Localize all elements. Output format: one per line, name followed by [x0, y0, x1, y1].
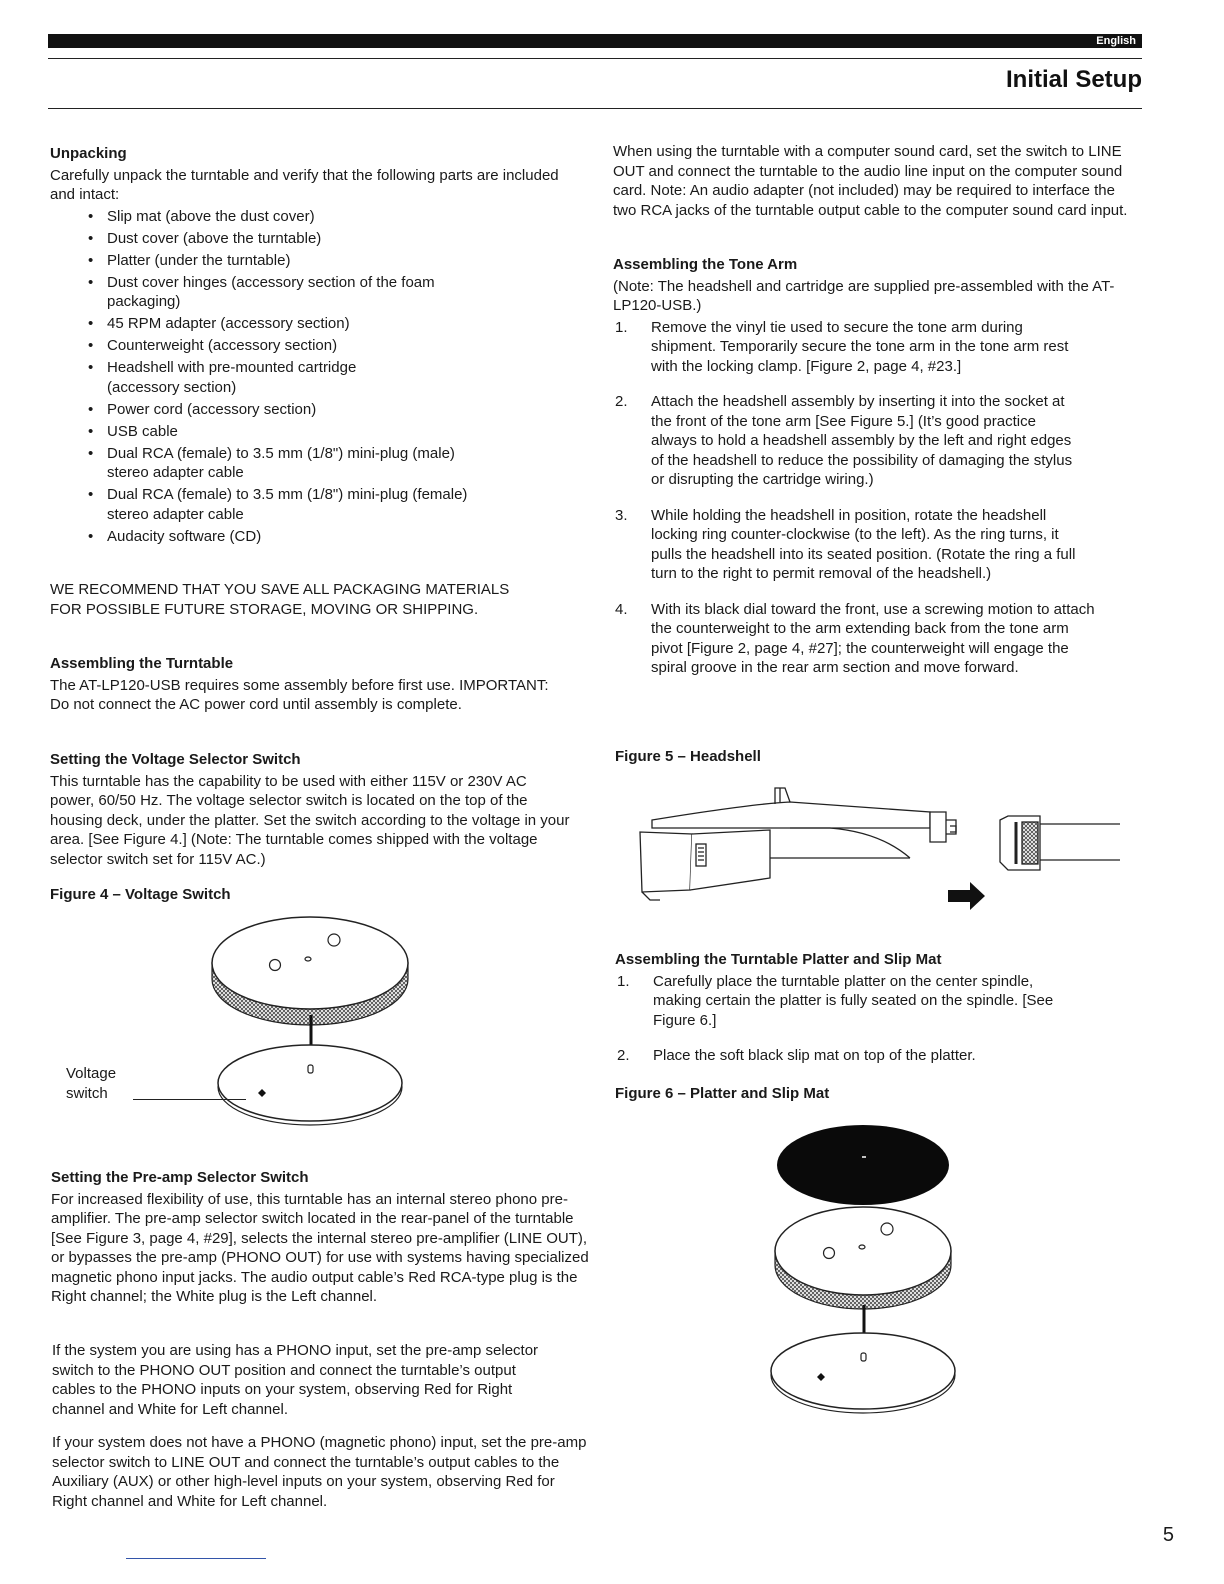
- figure-5-caption: Figure 5 – Headshell: [615, 748, 761, 765]
- tonearm-heading: Assembling the Tone Arm: [613, 256, 798, 273]
- cartridge-screw: [696, 844, 706, 866]
- assembling-section: [50, 654, 560, 715]
- callout-line: [133, 1099, 246, 1100]
- list-item: [613, 506, 1081, 584]
- unpacking-heading: Unpacking: [50, 145, 127, 162]
- callout-label-2: switch: [66, 1085, 108, 1102]
- list-item: [615, 972, 1083, 1031]
- step-number: 1.: [617, 972, 630, 990]
- list-item: • USB cable: [86, 422, 507, 442]
- preamp-section: [51, 1168, 596, 1307]
- language-label: English: [1096, 35, 1136, 47]
- step-number: 2.: [615, 393, 628, 410]
- list-item: • Platter (under the turntable): [86, 251, 507, 271]
- figure-4-voltage-switch: [200, 915, 420, 1130]
- list-item: • Dual RCA (female) to 3.5 mm (1/8") mini-plug (male) stereo adapter cable: [86, 444, 497, 483]
- figure-6-caption: Figure 6 – Platter and Slip Mat: [615, 1085, 830, 1102]
- preamp-p3: If your system does not have a PHONO (magnetic phono) input, set the pre-amp selector switch to LINE OUT and connect the turntable’s output cables to the Auxiliary (AUX) or other high-level inputs on your system, observing Red for Right channel and White for Left channel.: [52, 1434, 587, 1510]
- tonearm-steps: [613, 318, 1141, 678]
- packaging-notice: WE RECOMMEND THAT YOU SAVE ALL PACKAGING MATERIALS FOR POSSIBLE FUTURE STORAGE, MOVING OR SHIPPING.: [50, 581, 510, 618]
- page-number: 5: [1162, 1524, 1174, 1546]
- tonearm-section: [613, 255, 1141, 694]
- voltage-text: This turntable has the capability to be used with either 115V or 230V AC power, 60/50 Hz. The voltage selector switch is located on the top of the housing deck, under the platter. Set the switch according to the voltage in your area. [See Figure 4.] (Note: The turntable comes shipped with the voltage selector switch set for 115V AC.): [50, 772, 570, 868]
- list-item: • Power cord (accessory section): [86, 400, 507, 420]
- step-text: While holding the headshell in position, rotate the headshell locking ring counter-clockwise (to the left). As the ring turns, it pulls the headshell into its seated position. (Rotate the ring a full turn to the right to permit removal of the headshell.): [651, 506, 1076, 582]
- list-item: • Slip mat (above the dust cover): [86, 207, 507, 227]
- list-item: • Headshell with pre-mounted cartridge (accessory section): [86, 358, 407, 397]
- list-item: • Audacity software (CD): [86, 527, 507, 547]
- stylus: [642, 892, 660, 900]
- step-text: Carefully place the turntable platter on the center spindle, making certain the platter is fully seated on the spindle. [See Figure 6.]: [653, 972, 1054, 1029]
- preamp-p1: For increased flexibility of use, this turntable has an internal stereo phono pre-amplifier. The pre-amp selector switch located in the rear-panel of the turntable [See Figure 3, page 4, #29], selects the internal stereo pre-amplifier (LINE OUT), or bypasses the pre-amp (PHONO OUT) for use with systems having specialized magnetic phono input jacks. The audio output cable’s Red RCA-type plug is the Right channel; the White plug is the Left channel.: [51, 1190, 589, 1305]
- voltage-section: [50, 750, 575, 869]
- deck: [218, 1045, 402, 1121]
- voltage-heading: Setting the Voltage Selector Switch: [50, 751, 301, 768]
- platter-top: [775, 1207, 951, 1295]
- headshell-connector: [930, 812, 946, 842]
- list-item: • Counterweight (accessory section): [86, 336, 507, 356]
- step-number: 1.: [615, 318, 628, 336]
- list-item: [615, 1046, 1135, 1066]
- step-number: 3.: [615, 506, 628, 524]
- preamp-heading: Setting the Pre-amp Selector Switch: [51, 1169, 309, 1186]
- list-item: • Dust cover hinges (accessory section of the foam packaging): [86, 273, 437, 312]
- tonearm-note: (Note: The headshell and cartridge are supplied pre-assembled with the AT-LP120-USB.): [613, 277, 1115, 314]
- platter-heading: Assembling the Turntable Platter and Slip Mat: [615, 951, 942, 968]
- unpacking-intro: Carefully unpack the turntable and verify that the following parts are included and intact:: [50, 166, 559, 203]
- slip-mat: [777, 1125, 949, 1205]
- parts-list: [50, 207, 560, 547]
- step-text: With its black dial toward the front, use a screwing motion to attach the counterweight to the arm extending back from the tone arm pivot [Figure 2, page 4, #27]; the counterweight will engage the spiral groove in the rear arm section and move forward.: [651, 600, 1095, 676]
- header-bar: [48, 34, 1142, 48]
- ring-knurl: [1022, 822, 1038, 864]
- callout-label-1: Voltage: [66, 1065, 117, 1082]
- platter-steps: [615, 972, 1135, 1066]
- figure-4-caption: Figure 4 – Voltage Switch: [50, 886, 231, 903]
- tone-arm-tube: [1040, 824, 1120, 860]
- list-item: [613, 600, 1096, 678]
- deck: [771, 1333, 955, 1409]
- assembling-text: The AT-LP120-USB requires some assembly before first use. IMPORTANT: Do not connect the AC power cord until assembly is complete.: [50, 676, 549, 713]
- figure-6-platter-slip-mat: [765, 1125, 975, 1415]
- footer-line: [126, 1558, 266, 1559]
- header-rule-bottom: [48, 108, 1142, 109]
- list-item: [613, 392, 1081, 490]
- list-item: • 45 RPM adapter (accessory section): [86, 314, 507, 334]
- pin-tip: [950, 826, 956, 832]
- computer-paragraph: When using the turntable with a computer sound card, set the switch to LINE OUT and connect the turntable to the audio line input on the computer sound card. Note: An audio adapter (not included) may be required to interface the two RCA jacks of the turntable output cable to the computer sound card input.: [613, 143, 1128, 219]
- unpacking-section: [50, 144, 560, 549]
- step-text: Remove the vinyl tie used to secure the tone arm during shipment. Temporarily secure the tone arm in the tone arm rest with the locking clamp. [Figure 2, page 4, #23.]: [651, 318, 1069, 375]
- platter-section: [615, 950, 1135, 1082]
- list-item: [613, 318, 1091, 377]
- step-number: 4.: [615, 600, 628, 618]
- list-item: • Dual RCA (female) to 3.5 mm (1/8") mini-plug (female) stereo adapter cable: [86, 485, 507, 524]
- preamp-p2: If the system you are using has a PHONO input, set the pre-amp selector switch to the PHONO OUT position and connect the turntable’s output cables to the PHONO inputs on your system, observing Red for Right channel and White for Left channel.: [52, 1342, 539, 1418]
- headshell-arm: [790, 828, 910, 858]
- figure-5-headshell: [630, 782, 1125, 914]
- step-number: 2.: [617, 1047, 630, 1064]
- headshell-body: [652, 802, 930, 828]
- platter-top: [212, 917, 408, 1009]
- cartridge-front: [640, 832, 692, 892]
- list-item: • Dust cover (above the turntable): [86, 229, 507, 249]
- step-text: Attach the headshell assembly by inserting it into the socket at the front of the tone arm [See Figure 5.] (It’s good practice always to hold a headshell assembly by the left and right edges of the headshell to reduce the possibility of damaging the stylus or disrupting the cartridge wiring.): [651, 393, 1073, 488]
- page-title: Initial Setup: [1005, 66, 1142, 93]
- arrow-right-icon: [948, 882, 985, 910]
- step-text: Place the soft black slip mat on top of the platter.: [653, 1047, 976, 1064]
- header-rule-top: [48, 58, 1142, 59]
- assembling-heading: Assembling the Turntable: [50, 655, 234, 672]
